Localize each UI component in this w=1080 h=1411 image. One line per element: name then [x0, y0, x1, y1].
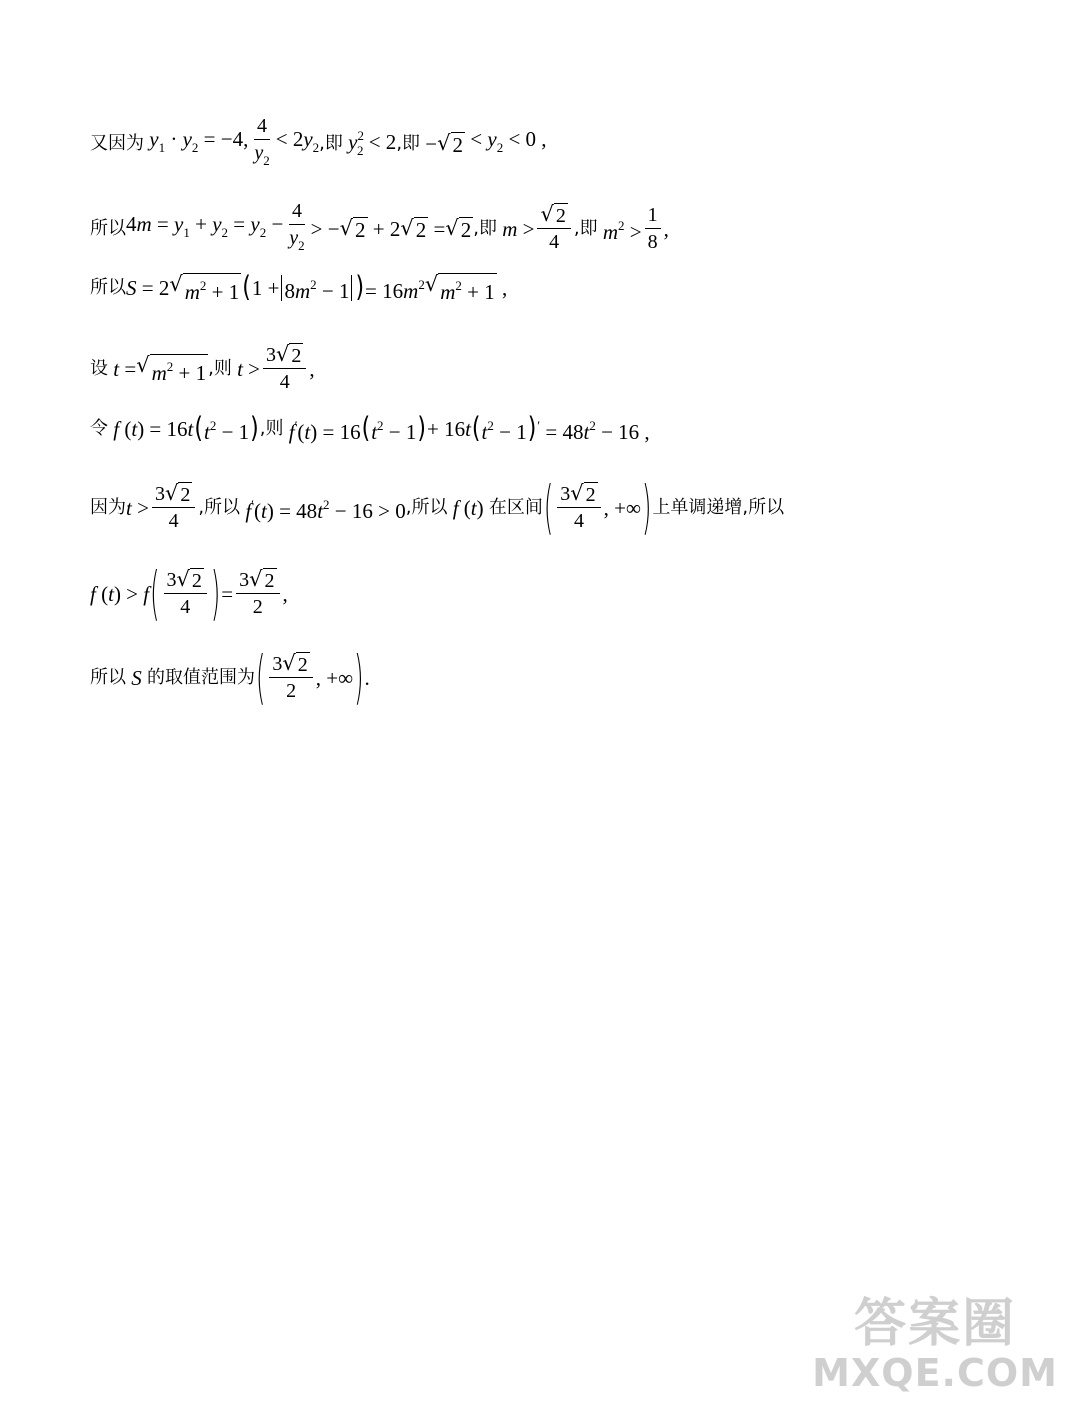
paren: ( [471, 412, 481, 445]
math-expression: < $y_2 < 0$ , [465, 127, 547, 155]
math-expression: t > [126, 495, 149, 520]
math-expression: m > [502, 216, 535, 241]
math-expression: + 2 [367, 216, 401, 241]
math-expression: . [364, 665, 370, 690]
fraction: 3 √ 2 2 [269, 651, 312, 704]
math-expression: $t^2 - 1$ [203, 418, 250, 444]
watermark [812, 1295, 1058, 1393]
math-expression: $' = 48t^2 - 16$ , [537, 418, 650, 444]
fraction: √ 2 4 [537, 202, 570, 255]
text-segment: 令 [90, 418, 108, 439]
math-expression: t > [237, 356, 261, 381]
math-expression: f (t) [452, 495, 489, 520]
text-segment: ,即 [396, 132, 421, 154]
math-expression: , +∞ [315, 665, 354, 690]
right-paren: ) [354, 643, 364, 712]
text-segment: 的取值范围为 [147, 666, 255, 688]
math-expression: S [131, 665, 142, 690]
text-segment: ,即 [573, 217, 598, 239]
text-segment: 又因为 [90, 132, 144, 154]
math-expression: $m^2$ > [602, 217, 642, 244]
math-expression: , +∞ [603, 495, 641, 520]
text-segment: 所以 [90, 666, 126, 688]
left-paren: ( [256, 643, 266, 712]
square-root: √ $m^2 + 1$ [424, 272, 495, 304]
math-expression: + 16t [426, 417, 471, 441]
fraction: $\frac{4}{y_2}$ [254, 115, 270, 168]
paren: ( [194, 412, 203, 445]
text-segment: 设 [90, 357, 108, 379]
math-expression: $f'(t) = 48t^2 - 16 > 0$ [245, 496, 406, 523]
text-segment: 所以 [90, 217, 126, 239]
math-expression: f (t) > f [90, 581, 150, 606]
text-segment: 所以 [90, 277, 126, 298]
solution-line-1 [90, 113, 547, 174]
solution-line-4 [90, 342, 315, 395]
math-expression: 1 + [251, 276, 280, 300]
right-paren: ) [210, 559, 221, 628]
math-expression: < $2y_2$ [275, 127, 320, 155]
math-expression: = $16m^2$ [365, 277, 425, 303]
solution-line-8 [90, 643, 370, 712]
abs-bar [281, 275, 282, 301]
fraction: $\frac{4}{y_2}$ [289, 200, 305, 253]
paren: ( [242, 271, 251, 304]
text-segment: ,则 [259, 418, 284, 439]
math-expression: − [420, 131, 438, 156]
square-root: √ 2 [437, 130, 464, 157]
math-expression: $y^2_2 < 2$ [348, 128, 397, 158]
square-root: √ $m^2 + 1$ [169, 272, 240, 304]
math-expression: t = [113, 356, 137, 381]
fraction: 3 √ 2 4 [557, 481, 600, 534]
fraction: $\frac{1}{8}$ [645, 202, 661, 255]
square-root: √ 2 [445, 215, 472, 242]
math-expression: f (t) = 16t [113, 417, 194, 441]
square-root: √ 2 [400, 215, 427, 242]
paren: ) [250, 412, 259, 445]
math-expression: , [496, 276, 508, 300]
paren: ( [361, 412, 371, 445]
solution-line-3 [90, 272, 507, 304]
text-segment: ,即 [473, 217, 497, 239]
paren: ) [355, 271, 365, 304]
solution-line-7 [90, 559, 288, 628]
watermark-site: MXQE.COM [812, 1351, 1058, 1395]
text-segment: ,所以 [405, 496, 448, 518]
math-expression: , [309, 356, 315, 381]
abs-bar [351, 275, 352, 301]
watermark-logo: 答案圈 [854, 1294, 1017, 1354]
fraction: 3 √ 2 4 [152, 481, 195, 534]
math-expression: = [221, 581, 234, 606]
text-segment: 在区间 [488, 496, 543, 518]
paren: ) [527, 412, 537, 445]
solution-line-5 [90, 414, 650, 444]
text-segment: ,所以 [198, 496, 241, 518]
math-expression: , [663, 216, 669, 241]
math-expression: $y_1 \cdot y_2 = -4$, [149, 127, 249, 155]
math-expression: f′(t) = 16 [288, 418, 361, 444]
text-segment: 因为 [90, 496, 126, 518]
paren: ) [417, 412, 426, 445]
left-paren: ( [150, 559, 160, 628]
text-segment: ,即 [319, 132, 343, 154]
math-expression: > − [310, 216, 340, 241]
math-expression: , [282, 581, 288, 606]
fraction: 3 √ 2 2 [236, 567, 279, 620]
math-expression: $4m = y_1 + y_2 = y_2$ − [126, 212, 284, 240]
math-expression: = [428, 216, 446, 241]
fraction: 3 √ 2 4 [263, 342, 306, 395]
fraction: 3 √ 2 4 [164, 567, 207, 620]
text-segment: ,则 [208, 357, 232, 379]
left-paren: ( [543, 473, 554, 542]
solution-line-2 [90, 198, 669, 259]
math-expression: $8m^2 - 1$ [284, 277, 350, 303]
math-expression: $t^2 - 1$ [481, 418, 527, 444]
square-root: √ 2 [339, 215, 366, 242]
math-expression: $t^2 - 1$ [371, 418, 417, 444]
solution-line-6 [90, 473, 785, 542]
text-segment: 上单调递增,所以 [652, 496, 785, 518]
math-expression: S = 2 [126, 276, 170, 300]
square-root: √ $m^2 + 1$ [136, 352, 207, 385]
right-paren: ) [641, 473, 652, 542]
